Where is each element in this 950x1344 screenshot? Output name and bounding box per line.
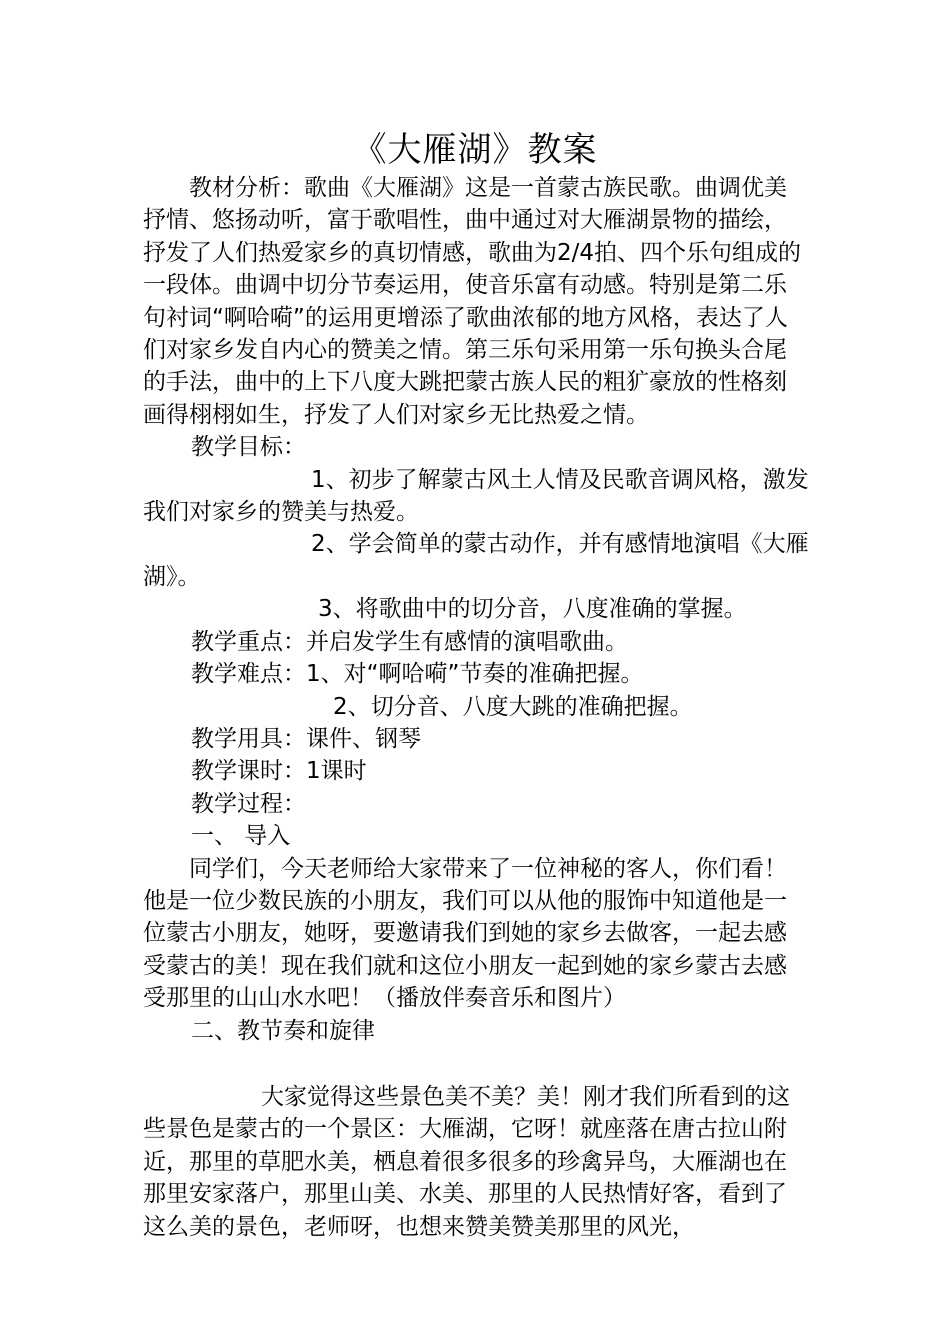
goal-2: 2、学会简单的蒙古动作，并有感情地演唱《大雁湖》。 [143,531,809,590]
section-2-heading: 二、教节奏和旋律 [191,1017,375,1044]
teaching-tools: 教学用具：课件、钢琴 [191,725,421,752]
melody-paragraph: 大家觉得这些景色美不美？美！刚才我们所看到的这些景色是蒙古的一个景区：大雁湖，它呀！就座落在唐古拉山附近，那里的草肥水美，栖息着很多很多的珍禽异鸟，大雁湖也在那里安家落户，那里山美、水美、那里的人民热情好客，看到了这么美的景色，老师呀，也想来赞美赞美那里的风光， [143,1083,790,1240]
process-label: 教学过程： [191,790,306,817]
document-body [143,172,809,1243]
difficulty-2: 2、切分音、八度大跳的准确把握。 [333,693,693,720]
goal-3: 3、将歌曲中的切分音，八度准确的掌握。 [318,596,747,623]
analysis-paragraph: 教材分析：歌曲《大雁湖》这是一首蒙古族民歌。曲调优美抒情、悠扬动听，富于歌唱性，曲中通过对大雁湖景物的描绘，抒发了人们热爱家乡的真切情感，歌曲为2/4拍、四个乐句组成的一段体。曲调中切分节奏运用，使音乐富有动感。特别是第二乐句衬词“啊哈嗬”的运用更增添了歌曲浓郁的地方风格，表达了人们对家乡发自内心的赞美之情。第三乐句采用第一乐句换头合尾的手法，曲中的上下八度大跳把蒙古族人民的粗犷豪放的性格刻画得栩栩如生，抒发了人们对家乡无比热爱之情。 [143,175,802,428]
goals-label: 教学目标： [191,434,306,461]
key-point: 教学重点：并启发学生有感情的演唱歌曲。 [191,628,628,655]
goal-1: 1、初步了解蒙古风土人情及民歌音调风格，激发我们对家乡的赞美与热爱。 [143,466,809,526]
teaching-hours: 教学课时：1课时 [191,758,367,785]
blank-line [143,1047,809,1081]
difficulty-1: 教学难点：1、对“啊哈嗬”节奏的准确把握。 [191,661,644,688]
document-title: 《大雁湖》教案 [352,130,598,170]
intro-paragraph: 同学们，今天老师给大家带来了一位神秘的客人，你们看！他是一位少数民族的小朋友，我们可以从他的服饰中知道他是一位蒙古小朋友，她呀，要邀请我们到她的家乡去做客，一起去感受蒙古的美！现在我们就和这位小朋友一起到她的家乡蒙古去感受那里的山山水水吧！（播放伴奏音乐和图片） [143,855,787,1012]
section-1-heading: 一、 导入 [191,823,291,850]
